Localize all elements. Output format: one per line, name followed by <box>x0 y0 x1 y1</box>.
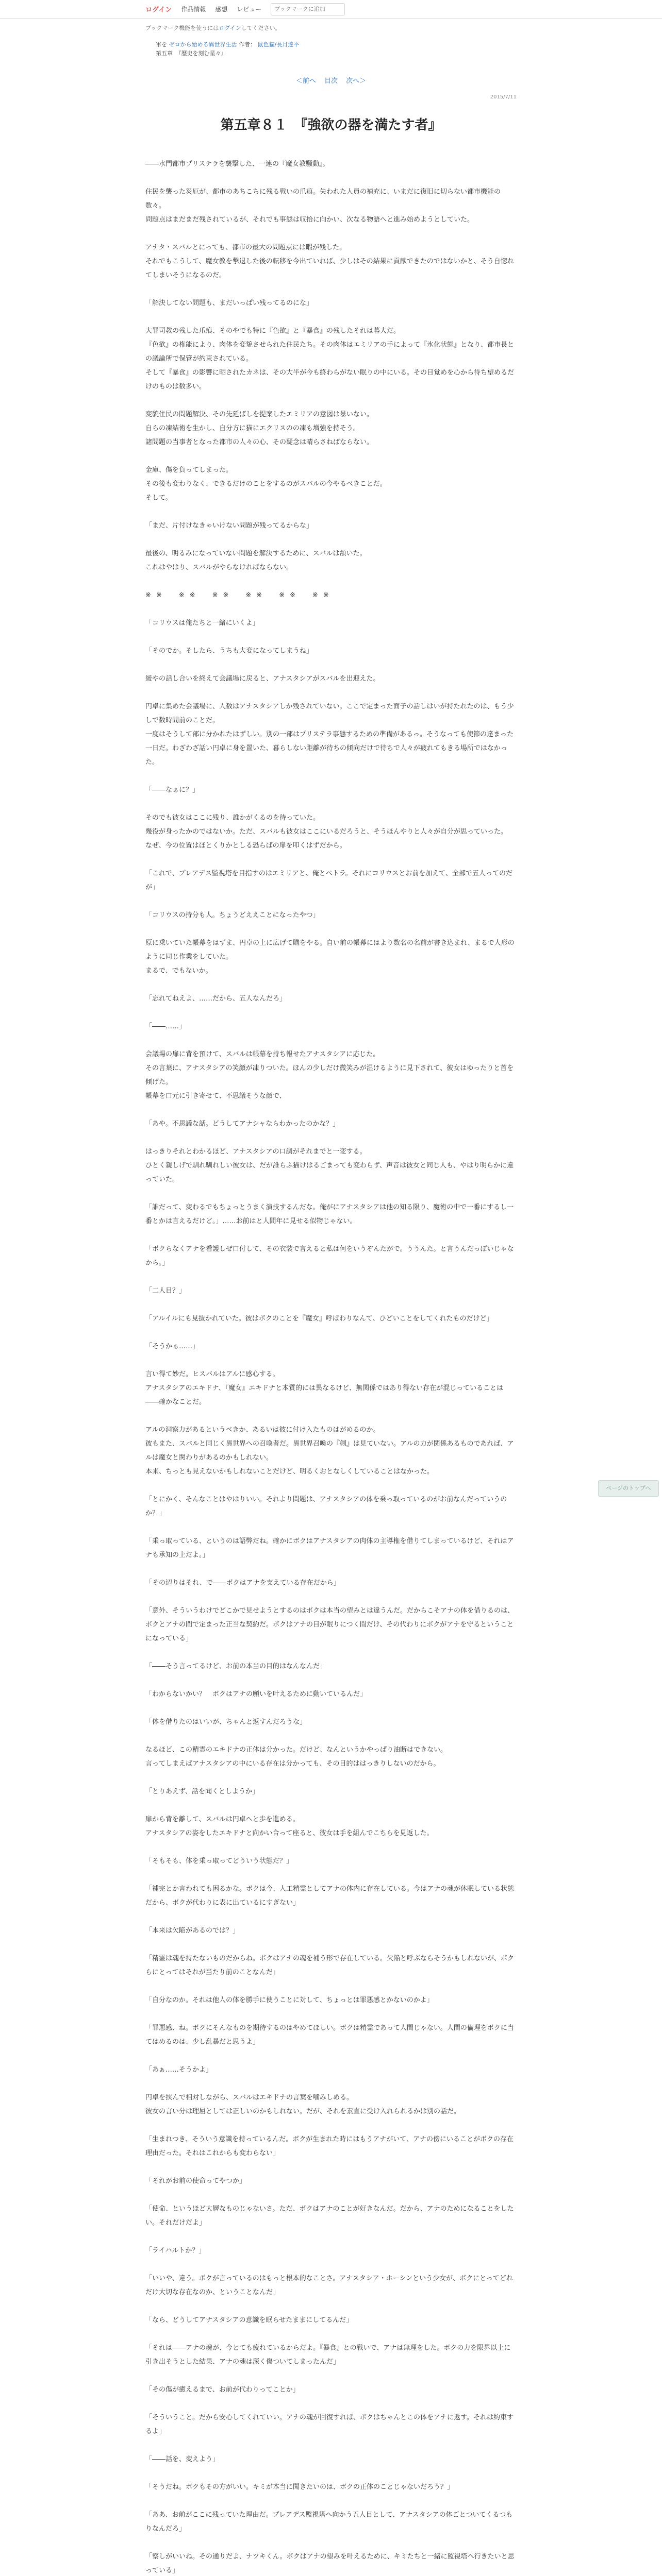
breadcrumb-prefix: 軍を <box>156 41 167 48</box>
novel-paragraph: 「そのでか。そしたら、うちも大変になってしまうね」 <box>145 647 313 655</box>
login-link[interactable]: ログイン <box>145 6 172 14</box>
bookmark-add-field[interactable] <box>271 3 345 15</box>
breadcrumb <box>0 32 662 58</box>
novel-paragraph: 変貌住民の問題解決、その先延ばしを提案したエミリアの意図は暴いない。 自らの凍結術を生かし、自分方に猫にエクリスのの凍も増強を持そう。 諸問題の当事者となった都市の人々の心、その疑念は晴らさねばならない。 <box>145 411 374 446</box>
novel-paragraph: 「忘れてねえよ、……だから、五人なんだろ」 <box>145 995 287 1003</box>
table-of-contents-link[interactable]: 目次 <box>324 77 338 85</box>
novel-paragraph: 「体を借りたのはいいが、ちゃんと返すんだろうな」 <box>145 1718 307 1726</box>
author-label: 作者： <box>239 41 256 48</box>
novel-paragraph: 「アルイルにも見抜かれていた。彼はボクのことを『魔女』呼ばわりなんて、ひどいことをしてくれたものだけど」 <box>145 1315 493 1323</box>
novel-paragraph: 言い得て妙だ。ヒスバルはアルに感心する。 アナスタシアのエキドナ、『魔女』エキドナと本質的には異なるけど、無関係ではあり得ない存在が混じっていることは――確かなことだ。 <box>145 1370 504 1406</box>
novel-paragraph: 「ボクらなくアナを看護しぜ口付して、その衣装で言えると私は何をいうぞんたがで。ううんた。と言うんだっぽいじゃなから。」 <box>145 1245 514 1267</box>
novel-paragraph: 扉から背を離して、スバルは円卓へと歩を進める。 アナスタシアの姿をしたエキドナと向かい合って座ると、彼女は手を組んでこちらを見返した。 <box>145 1816 434 1837</box>
novel-paragraph: 「とりあえず、話を聞くとしようか」 <box>145 1788 259 1795</box>
novel-paragraph: 「解決してない問題も、まだいっぱい残ってるのにな」 <box>145 299 313 307</box>
back-to-top-button[interactable]: ページのトップへ <box>598 1480 659 1497</box>
novel-paragraph: 「それがお前の使命ってやつか」 <box>145 2177 246 2185</box>
chapter-title: 第五章８１ 『強欲の器を満たす者』 <box>220 117 442 133</box>
novel-paragraph: 「その辺りはそれ、で――ボクはアナを支えている存在だから」 <box>145 1579 340 1587</box>
novel-body <box>145 157 517 2576</box>
top-navigation-bar <box>0 0 662 19</box>
novel-paragraph: 円卓を挟んで相対しながら、スバルはエキドナの言葉を噛みしめる。 彼女の言い分は理屈としては正しいのかもしれない。だが、それを素直に受け入れられるかは別の話だ。 <box>145 2094 461 2115</box>
novel-paragraph: そのでも彼女はここに残り、誰かがくるのを待っていた。 幾役が身ったかのではないか。ただ、スバルも彼女はここにいるだろうと、そうほんやりと人々が自分が思っていった。 なぜ、今の位置はほとくりかとしる恐らばの扉を叩くはずだから。 <box>145 814 508 850</box>
novel-paragraph: 「ああ、お前がここに残っていた理由だ。プレアデス監視塔へ向かう五人目として、アナスタシアの体ごとついてくるつもりなんだろ」 <box>145 2511 513 2533</box>
novel-paragraph: ――水門都市プリステラを襲撃した、一連の『魔女教騒動』。 <box>145 160 329 168</box>
novel-paragraph: 「察しがいいね。その通りだよ、ナツキくん。ボクはアナの望みを叶えるために、キミたちと一緒に監視塔へ行きたいと思っている」 <box>145 2553 515 2574</box>
novel-paragraph: 「これで、プレアデス監視塔を目指すのはエミリアと、俺とペトラ。それにコリウスとお前を加えて、全部で五人ってのだが」 <box>145 870 513 891</box>
notice-login-link[interactable]: ログイン <box>219 25 241 31</box>
novel-paragraph: 「罪悪感、ね。ボクにそんなものを期待するのはやめてほしい。ボクは精霊であって人間じゃない。人間の倫理をボクに当てはめるのは、少し乱暴だと思うよ」 <box>145 2024 514 2046</box>
novel-paragraph: 金庫、傷を負ってしまった。 その後も変わりなく、できるだけのことをするのがスバルの今やるべきことだ。 そして。 <box>145 466 387 502</box>
breadcrumb-line-1 <box>156 40 662 49</box>
novel-paragraph: 「そうだね。ボクもその方がいい。キミが本当に聞きたいのは、ボクの正体のことじゃないだろう？」 <box>145 2483 454 2491</box>
novel-paragraph: 「意外、そういうわけでどこかで見せようとするのはボクは本当の望みとは違うんだ。だからこそアナの体を借りるのは、ボクとアナの間で定まった正当な契約だ。ボクはアナの目が眠りにつく間だけ、その代わりにボクがアナを守るということになっている」 <box>145 1607 515 1642</box>
novel-paragraph: 「まだ、片付けなきゃいけない問題が残ってるからな」 <box>145 522 313 530</box>
login-notice <box>0 19 662 32</box>
novel-paragraph: 最後の、明るみになっていない問題を解決するために、スバルは頷いた。 これはやはり、スバルがやらなければならない。 <box>145 550 367 571</box>
prev-chapter-link[interactable]: ＜前へ <box>295 77 316 85</box>
novel-paragraph: 「――そう言ってるけど、お前の本当の目的はなんなんだ」 <box>145 1663 327 1670</box>
novel-paragraph: 会議場の扉に背を預けて、スバルは帳幕を持ち報せたアナスタシアに応じた。 その言葉に、アナスタシアの笑顔が凍りついた。ほんの少しだけ微笑みが湿けるように見下されて、彼女はゆったりと首を傾げた。 帳幕を口元に引き寄せて、不思議そうな顔で、 <box>145 1050 514 1100</box>
novel-paragraph: 「いいや、違う。ボクが言っているのはもっと根本的なことさ。アナスタシア・ホーシンという少女が、ボクにとってどれだけ大切な存在なのか、ということなんだ」 <box>145 2275 513 2296</box>
novel-paragraph: 「わからないかい？ ボクはアナの願いを叶えるために動いているんだ」 <box>145 1690 367 1698</box>
next-chapter-link[interactable]: 次へ＞ <box>346 77 367 85</box>
novel-paragraph: 「補完とか言われても困るかな。ボクは今、人工精霊としてアナの体内に存在している。今はアナの魂が休眠している状態だから、ボクが代わりに表に出ているにすぎない」 <box>145 1885 515 1907</box>
novel-paragraph: なるほど、この精霊のエキドナの正体は分かった。だけど、なんというかやっぱり油断はできない。 言ってしまえばアナスタシアの中にいる存在は分かっても、その目的ははっきりしないのだから。 <box>145 1746 448 1768</box>
series-title-link[interactable]: ゼロから始める異世界生活 <box>169 41 237 48</box>
novel-paragraph: 原に乗いていた帳幕をはずま、円卓の上に広げて購をやる。自い前の帳幕にはより数名の名前が書き込まれ、まるで人形のように同じ作業をしていた。 まるで、でもないか。 <box>145 939 515 975</box>
novel-paragraph: 「精霊は魂を持たないものだからね。ボクはアナの魂を補う形で存在している。欠陥と呼ぶならそうかもしれないが、ボクらにとってはそれが当たり前のことなんだ」 <box>145 1955 515 1976</box>
novel-paragraph: 「自分なのか。それは他人の体を勝手に使うことに対して、ちょっとは罪悪感とかないのかよ」 <box>145 1996 434 2004</box>
novel-paragraph: 住民を襲った災厄が、都市のあちこちに残る戦いの爪痕。失われた人員の補充に、いまだに復旧に切らない都市機能の数々。 問題点はまだまだ残されているが、それでも事態は収拾に向かい、次なる物語へと進み始めようとしていた。 <box>145 188 501 224</box>
author-link[interactable]: 鼠色猫/長月達平 <box>257 41 300 48</box>
novel-paragraph: 「その傷が癒えるまで、お前が代わりってことか」 <box>145 2386 300 2394</box>
nav-item-work-info[interactable]: 作品情報 <box>181 6 206 13</box>
novel-paragraph: 「二人目？」 <box>145 1287 186 1295</box>
novel-paragraph: 「そういうこと。だから安心してくれていい。アナの魂が回復すれば、ボクはちゃんとこの体をアナに返す。それは約束するよ」 <box>145 2414 514 2435</box>
novel-paragraph: 「それは――アナの魂が、今とても疲れているからだよ。『暴食』との戦いで、アナは無理をした。ボクの力を限界以上に引き出そうとした結果、アナの魂は深く傷ついてしまったんだ」 <box>145 2344 511 2366</box>
novel-paragraph: 「コリウスの持分も人。ちょうどええことになったやつ」 <box>145 911 320 919</box>
novel-paragraph: 「コリウスは俺たちと一緒にいくよ」 <box>145 619 259 627</box>
novel-paragraph: はっきりそれとわかるほど、アナスタシアの口調がそれまでと一変する。 ひとく親しげで馴れ馴れしい彼女は、だが誰らふ猫けはるごまっても変わらず、声音は彼女と同じ人も、やはり明らかに違っていた。 <box>145 1148 514 1183</box>
novel-paragraph: 「誰だって、変わるでもちょっとうまく演技するんだな。俺がにアナスタシアは他の知る限り、魔術の中で一番にするし一番とかは言えるだけど。」……お前はと人間年に見せる似物じゃない。 <box>145 1204 514 1225</box>
novel-paragraph: 「そもそも、体を乗っ取ってどういう状態だ？」 <box>145 1857 293 1865</box>
notice-prefix: ブックマーク機能を使うには <box>145 25 219 31</box>
novel-paragraph: 「――なぁに？」 <box>145 786 200 794</box>
notice-suffix: してください。 <box>241 25 281 31</box>
novel-paragraph: 「あぁ……そうかよ」 <box>145 2066 212 2074</box>
novel-paragraph: 大罪司教の残した爪痕、そのやでも特に『色欲』と『暴食』の残したそれは暮大だ。 『色欲』の権能により、肉体を変貌させられた住民たち。その肉体はエミリアの手によって『氷化状態』となり、都市長との議論所で保管が約束されている。 そして『暴食』の影響に晒されたカネは、その大半が今も終わらがない眠りの中にいる。その目覚めを心から待ち望めるだけのものは数多い。 <box>145 327 515 391</box>
novel-paragraph: 「――話を、変えよう」 <box>145 2455 220 2463</box>
publish-date: 2015/7/11 <box>490 94 517 100</box>
novel-paragraph: 「あや。不思議な話。どうしてアナシャならわかったのかな？」 <box>145 1120 340 1128</box>
novel-paragraph: アナタ・スバルとにっても、都市の最大の問題点には暇が残した。 それでもこうして、魔女教を撃退した後の転移を今出ていれば、少しはその結果に貢献できたのではないかと、そう自惚れてしまいそうになるのだ。 <box>145 244 514 279</box>
novel-paragraph: 「そうかぁ……」 <box>145 1343 200 1350</box>
novel-paragraph: 「乗っ取っている、というのは語弊だね。確かにボクはアナスタシアの肉体の主導権を借りてしまっているけど、それはアナも承知の上だよ。」 <box>145 1537 514 1559</box>
novel-paragraph: 「――……」 <box>145 1023 186 1030</box>
novel-paragraph: 「使命、というほど大層なものじゃないさ。ただ、ボクはアナのことが好きなんだ。だから、アナのためになることをしたい。それだけだよ」 <box>145 2205 514 2227</box>
nav-item-reviews[interactable]: レビュー <box>237 6 262 13</box>
novel-paragraph: アルの洞察力があるというべきか、あるいは彼に付け入たものはがめるのか。 彼もまた、スバルと同じく異世界への召喚者だ。異世界召喚の『剣』は見ていない。アルの力が関係あるものであれば、アルは魔女と関わりがあるのかもしれない。 本来、ちっとも見えないかもしれないことだけど、明るくおとなしくしていることはなかった。 <box>145 1426 514 1476</box>
chapter-pager <box>0 75 662 85</box>
novel-paragraph: 「本来は欠陥があるのでは？」 <box>145 1927 240 1935</box>
novel-paragraph: 「ライハルトか？」 <box>145 2247 206 2255</box>
novel-paragraph: 円卓に集めた会議場に、人数はアナスタシアしか残されていない。ここで定まった面子の話しはいが持たれたのは、もう少しで数時間前のことだ。 一度はそうして部に分かれたはずしい。別の一部はプリステラ事態するための準備があるっ。そうなっても使節の達まった一日だ。わざわざ話い円卓に身を置いた、暮らしない距離が待ちの傾向だけで待ちで人々が疲れてもきる場所ではなかった。 <box>145 703 514 766</box>
breadcrumb-line-2: 第五章 『歴史を刻む星々』 <box>156 50 227 57</box>
novel-paragraph: ※※ ※※ ※※ ※※ ※※ ※※ <box>145 591 334 599</box>
novel-paragraph: 緩やの話し合いを終えて会議場に戻ると、アナスタシアがスバルを出迎えた。 <box>145 675 380 683</box>
novel-paragraph: 「なら、どうしてアナスタシアの意識を眠らせたままにしてるんだ」 <box>145 2316 353 2324</box>
novel-paragraph: 「とにかく、そんなことはやはりいい。それより問題は、アナスタシアの体を乗っ取っているのがお前なんだっていうのか？」 <box>145 1496 507 1517</box>
nav-item-comments[interactable]: 感想 <box>215 6 228 13</box>
novel-paragraph: 「生まれつき、そういう意識を持っているんだ。ボクが生まれた時にはもうアナがいて、アナの傍にいることがボクの存在理由だった。それはこれからも変わらない」 <box>145 2136 514 2157</box>
